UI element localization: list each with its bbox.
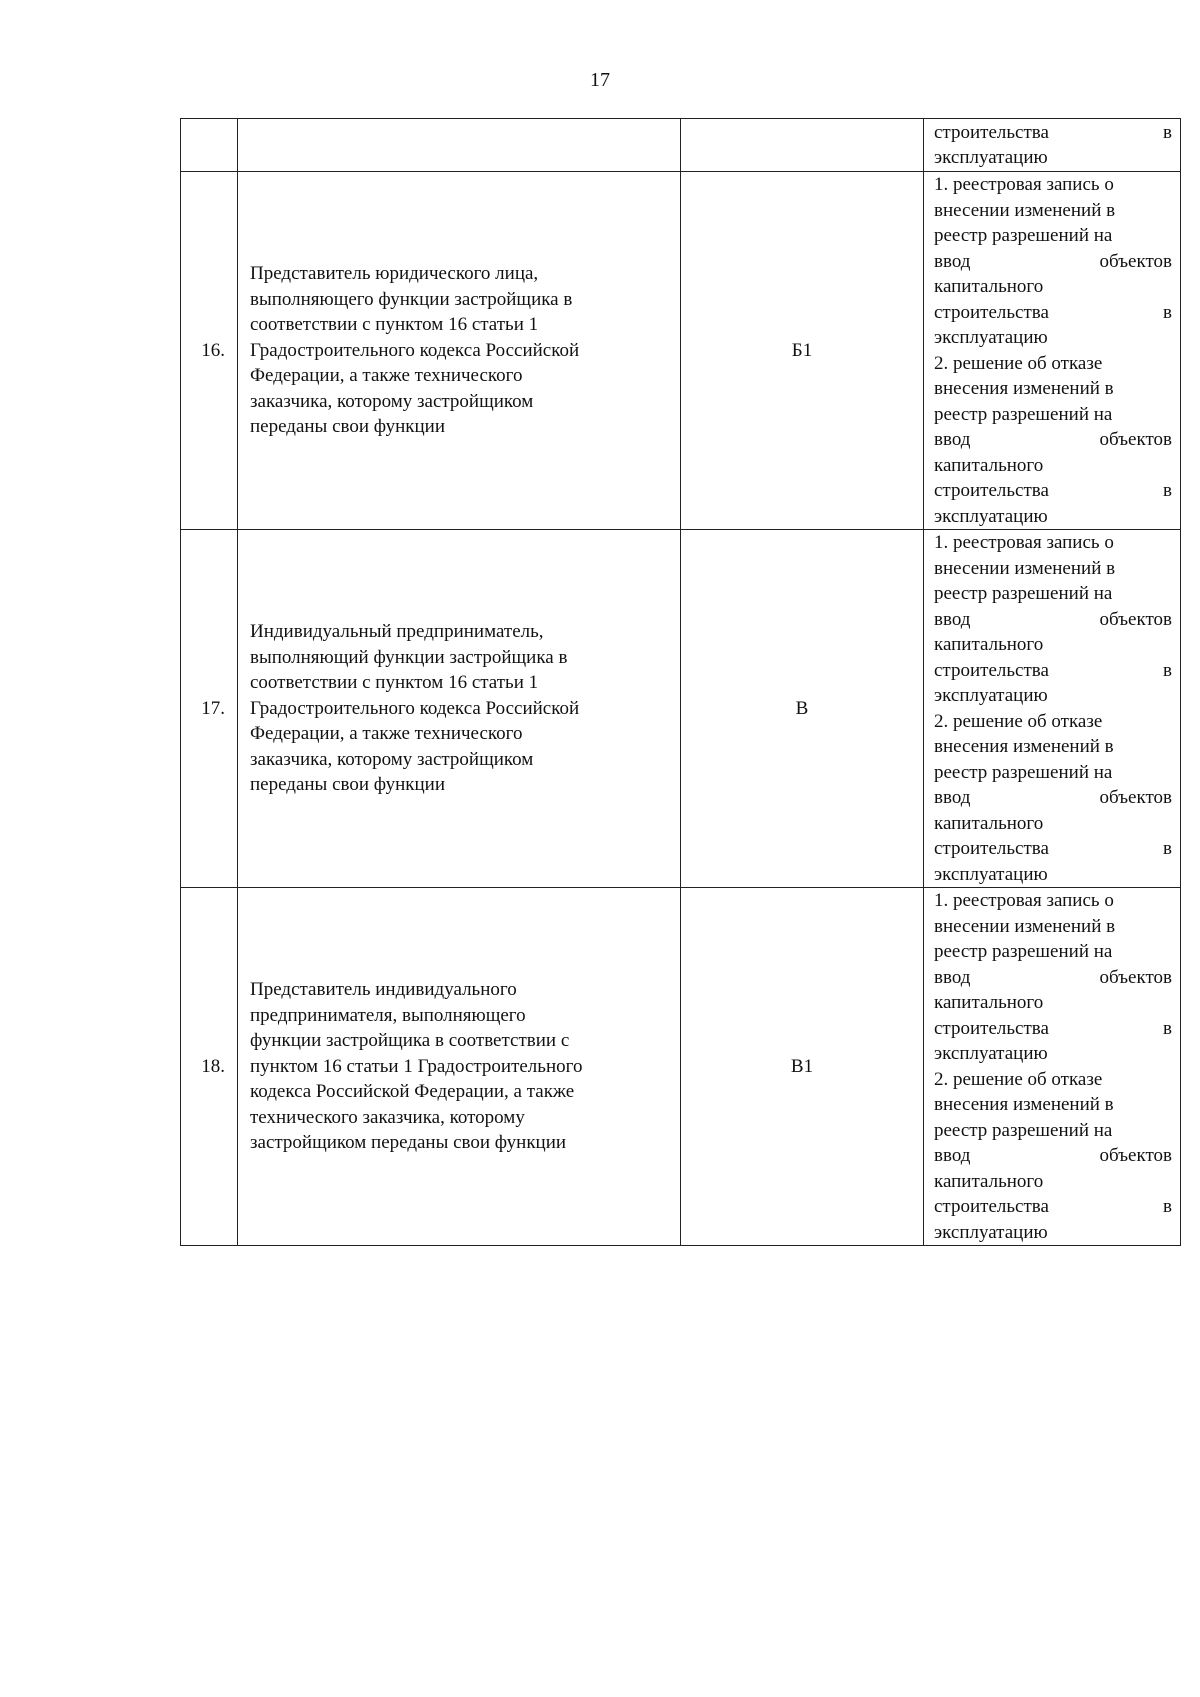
result-line <box>934 734 1172 760</box>
result-line-right: в <box>1163 1196 1172 1217</box>
result-line <box>934 760 1172 786</box>
applicant-line: заказчика, которому застройщиком <box>250 748 534 770</box>
result-line <box>934 581 1172 607</box>
result-line-left: эксплуатацию <box>934 505 1048 527</box>
result-line <box>934 1092 1172 1118</box>
cell-code <box>681 119 924 172</box>
result-line-left: реестр разрешений на <box>934 1119 1113 1141</box>
result-line <box>934 1169 1172 1195</box>
result-line <box>934 785 1172 811</box>
applicant-line: пунктом 16 статьи 1 Градостроительного <box>250 1055 583 1077</box>
result-line-left: капитального <box>934 634 1044 655</box>
result-line-left: внесении изменений в <box>934 199 1116 221</box>
cell-number <box>181 888 238 1246</box>
result-line <box>934 658 1172 684</box>
cell-number <box>181 119 238 172</box>
result-line <box>934 453 1172 479</box>
row-number: 17. <box>201 697 225 719</box>
row-number: 18. <box>201 1055 225 1077</box>
applicant-line: выполняющего функции застройщика в <box>250 288 573 310</box>
applicant-description <box>250 619 670 798</box>
result-line <box>934 198 1172 224</box>
result-line <box>934 274 1172 300</box>
result-line-left: капитального <box>934 276 1044 297</box>
result-line <box>934 1118 1172 1144</box>
result-line-left: внесении изменений в <box>934 557 1116 579</box>
result-line-left: внесения изменений в <box>934 1094 1114 1115</box>
applicant-line: переданы свои функции <box>250 416 446 438</box>
applicant-line: Федерации, а также технического <box>250 365 523 387</box>
result-line <box>934 402 1172 428</box>
cell-result <box>924 119 1181 172</box>
result-line <box>934 478 1172 504</box>
applicant-line: соответствии с пунктом 16 статьи 1 <box>250 672 539 694</box>
result-line <box>934 965 1172 991</box>
result-line <box>934 862 1172 888</box>
cell-applicant <box>238 119 681 172</box>
result-line-left: строительства <box>934 838 1049 859</box>
result-line <box>934 120 1172 146</box>
applicant-line: выполняющий функции застройщика в <box>250 646 568 668</box>
result-line-left: реестр разрешений на <box>934 941 1113 962</box>
result-line-left: реестр разрешений на <box>934 225 1113 246</box>
result-line <box>934 351 1172 377</box>
result-line-left: капитального <box>934 1170 1044 1192</box>
applicant-line: застройщиком переданы свои функции <box>250 1132 567 1154</box>
result-line <box>934 1016 1172 1042</box>
result-line-left: 2. решение об отказе <box>934 710 1103 732</box>
table-row <box>181 888 1181 1246</box>
result-line-left: эксплуатацию <box>934 327 1048 348</box>
result-line-right: объектов <box>1099 429 1172 450</box>
applicant-line: Градостроительного кодекса Российской <box>250 697 580 719</box>
result-line <box>934 1194 1172 1220</box>
result-line-left: реестр разрешений на <box>934 403 1113 425</box>
result-line <box>934 427 1172 453</box>
result-line-left: ввод <box>934 608 971 630</box>
result-line-left: реестр разрешений на <box>934 761 1113 783</box>
result-line-left: строительства <box>934 659 1049 681</box>
result-line-left: 2. решение об отказе <box>934 1068 1103 1090</box>
result-line-left: эксплуатацию <box>934 685 1048 706</box>
result-line-left: эксплуатацию <box>934 147 1048 168</box>
table-row <box>181 530 1181 888</box>
result-line-left: эксплуатацию <box>934 1043 1048 1064</box>
cell-number <box>181 530 238 888</box>
result-line <box>934 300 1172 326</box>
result-line <box>934 939 1172 965</box>
result-line-left: внесения изменений в <box>934 736 1114 757</box>
result-line <box>934 1143 1172 1169</box>
result-line-right: объектов <box>1099 608 1172 630</box>
cell-number <box>181 172 238 530</box>
result-line-left: ввод <box>934 966 971 988</box>
applicant-line: Градостроительного кодекса Российской <box>250 339 580 361</box>
cell-code <box>681 888 924 1246</box>
cell-applicant <box>238 172 681 530</box>
result-line-left: строительства <box>934 301 1049 323</box>
applicant-line: функции застройщика в соответствии с <box>250 1030 570 1052</box>
applicant-line: Индивидуальный предприниматель, <box>250 621 544 643</box>
result-line-right: объектов <box>1099 787 1172 808</box>
cell-code <box>681 172 924 530</box>
applicant-line: Представитель индивидуального <box>250 979 517 1001</box>
cell-result <box>924 888 1181 1246</box>
result-line <box>934 836 1172 862</box>
applicant-line: кодекса Российской Федерации, а также <box>250 1081 575 1103</box>
result-line-left: капитального <box>934 992 1044 1013</box>
applicant-line: предпринимателя, выполняющего <box>250 1004 526 1026</box>
result-line-right: в <box>1163 480 1172 501</box>
result-line <box>934 556 1172 582</box>
result-line <box>934 632 1172 658</box>
result-line-left: строительства <box>934 480 1049 501</box>
applicant-description <box>250 977 670 1156</box>
result-line <box>934 530 1172 556</box>
cell-applicant <box>238 530 681 888</box>
applicant-line: переданы свои функции <box>250 774 446 796</box>
result-line-left: 1. реестровая запись о <box>934 532 1114 553</box>
result-line <box>934 376 1172 402</box>
result-line-left: ввод <box>934 787 971 808</box>
applicant-line: заказчика, которому застройщиком <box>250 390 534 412</box>
result-line <box>934 811 1172 837</box>
result-line <box>934 607 1172 633</box>
result-line <box>934 709 1172 735</box>
result-line <box>934 1041 1172 1067</box>
result-line-left: ввод <box>934 250 971 272</box>
result-line-right: объектов <box>1099 1145 1172 1166</box>
result-line <box>934 172 1172 198</box>
result-line-right: в <box>1163 659 1172 681</box>
result-line-right: в <box>1163 121 1172 143</box>
result-line-left: капитального <box>934 812 1044 834</box>
table-row <box>181 172 1181 530</box>
cell-result <box>924 172 1181 530</box>
result-line-left: 1. реестровая запись о <box>934 174 1114 195</box>
result-line <box>934 249 1172 275</box>
result-line <box>934 888 1172 914</box>
result-line <box>934 325 1172 351</box>
result-line-left: 1. реестровая запись о <box>934 890 1114 911</box>
result-line-left: строительства <box>934 121 1049 143</box>
applicant-description <box>250 261 670 440</box>
table-row-continuation <box>181 119 1181 172</box>
result-line-right: в <box>1163 301 1172 323</box>
result-line-left: строительства <box>934 1196 1049 1217</box>
page-number: 17 <box>590 69 610 91</box>
result-line <box>934 504 1172 530</box>
result-line <box>934 223 1172 249</box>
result-line-left: 2. решение об отказе <box>934 352 1103 374</box>
result-line-left: ввод <box>934 429 971 450</box>
cell-result <box>924 530 1181 888</box>
result-line <box>934 990 1172 1016</box>
result-line-left: реестр разрешений на <box>934 583 1113 604</box>
result-line-left: строительства <box>934 1017 1049 1039</box>
result-line-right: объектов <box>1099 250 1172 272</box>
cell-applicant <box>238 888 681 1246</box>
result-line-left: эксплуатацию <box>934 863 1048 885</box>
applicant-code: В1 <box>790 1055 814 1077</box>
applicant-line: соответствии с пунктом 16 статьи 1 <box>250 314 539 336</box>
applicants-table <box>180 118 1181 1246</box>
applicant-code: В <box>795 697 809 719</box>
result-line-left: внесении изменений в <box>934 915 1116 937</box>
result-line-right: в <box>1163 838 1172 859</box>
result-line-right: объектов <box>1099 966 1172 988</box>
result-line <box>934 1220 1172 1246</box>
result-line <box>934 683 1172 709</box>
result-line-left: ввод <box>934 1145 971 1166</box>
result-line-left: внесения изменений в <box>934 378 1114 399</box>
applicant-code: Б1 <box>791 339 813 361</box>
cell-code <box>681 530 924 888</box>
result-line <box>934 145 1172 171</box>
result-line-left: эксплуатацию <box>934 1221 1048 1243</box>
result-line-right: в <box>1163 1017 1172 1039</box>
result-line <box>934 1067 1172 1093</box>
applicant-line: технического заказчика, которому <box>250 1106 525 1128</box>
result-line-left: капитального <box>934 454 1044 476</box>
row-number: 16. <box>201 339 225 361</box>
result-line <box>934 914 1172 940</box>
applicant-line: Федерации, а также технического <box>250 723 523 745</box>
applicant-line: Представитель юридического лица, <box>250 263 539 285</box>
